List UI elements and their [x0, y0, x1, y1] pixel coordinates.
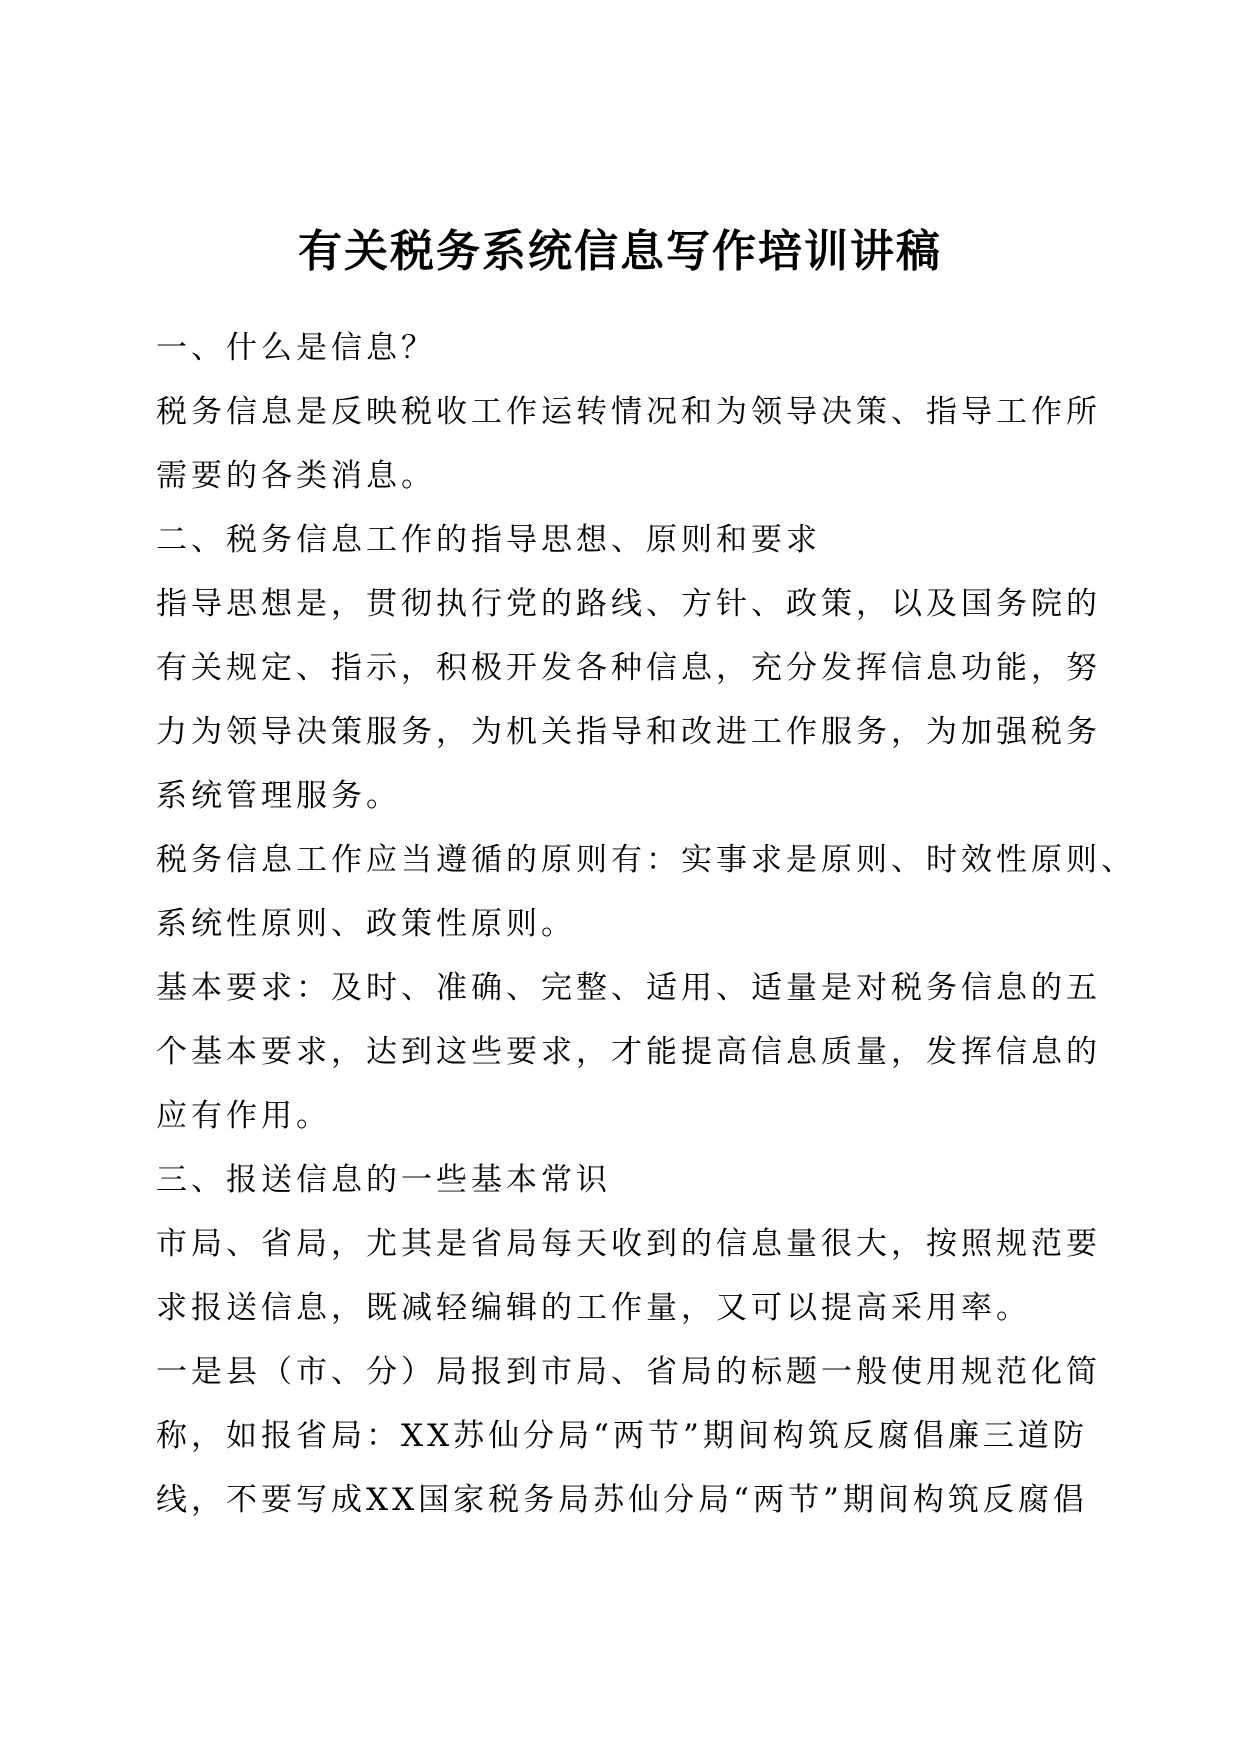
- paragraph-line: 有关规定、指示，积极开发各种信息，充分发挥信息功能，努: [156, 650, 1101, 686]
- paragraph-line: 个基本要求，达到这些要求，才能提高信息质量，发挥信息的: [156, 1034, 1101, 1070]
- paragraph-line: 指导思想是，贯彻执行党的路线、方针、政策，以及国务院的: [156, 586, 1101, 622]
- paragraph-line: 税务信息是反映税收工作运转情况和为领导决策、指导工作所: [156, 394, 1101, 430]
- section-heading-1: 一、什么是信息？: [156, 330, 436, 366]
- paragraph-line: 税务信息工作应当遵循的原则有：实事求是原则、时效性原则、: [156, 842, 1136, 878]
- paragraph-line: 线，不要写成XX国家税务局苏仙分局“两节”期间构筑反腐倡: [156, 1482, 1088, 1518]
- paragraph-line: 称，如报省局：XX苏仙分局“两节”期间构筑反腐倡廉三道防: [156, 1418, 1088, 1454]
- paragraph-line: 基本要求：及时、准确、完整、适用、适量是对税务信息的五: [156, 970, 1101, 1006]
- paragraph-line: 一是县（市、分）局报到市局、省局的标题一般使用规范化简: [156, 1354, 1101, 1390]
- paragraph-line: 系统管理服务。: [156, 778, 401, 814]
- paragraph-line: 力为领导决策服务，为机关指导和改进工作服务，为加强税务: [156, 714, 1101, 750]
- section-heading-2: 二、税务信息工作的指导思想、原则和要求: [156, 522, 821, 558]
- paragraph-line: 市局、省局，尤其是省局每天收到的信息量很大，按照规范要: [156, 1226, 1101, 1262]
- document-title: 有关税务系统信息写作培训讲稿: [298, 226, 942, 277]
- paragraph-line: 系统性原则、政策性原则。: [156, 906, 576, 942]
- paragraph-line: 求报送信息，既减轻编辑的工作量，又可以提高采用率。: [156, 1290, 1031, 1326]
- paragraph-line: 应有作用。: [156, 1098, 331, 1134]
- section-heading-3: 三、报送信息的一些基本常识: [156, 1162, 611, 1198]
- paragraph-line: 需要的各类消息。: [156, 458, 436, 494]
